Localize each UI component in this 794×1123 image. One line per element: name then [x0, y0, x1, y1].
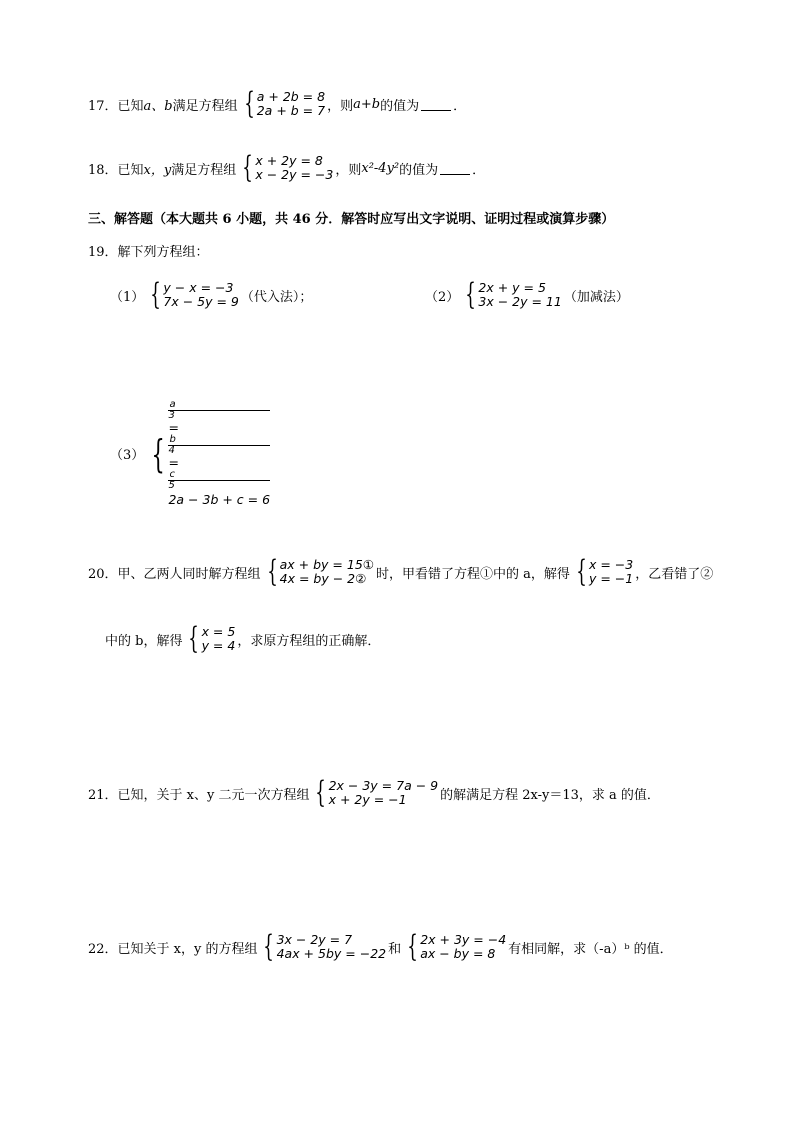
q18-vars: x，y: [143, 162, 172, 178]
q18-text2: ，则: [335, 162, 362, 178]
q22-and: 和: [388, 941, 402, 957]
q20-sol2a: x = 5: [201, 624, 236, 639]
q19-part1: [110, 277, 313, 312]
q19-p1-eq1: y − x = −3: [163, 280, 234, 295]
question-21: [88, 775, 660, 810]
q17-text2: ，则: [327, 98, 354, 114]
q20-system: { ax + by = 15① 4x = by − 2②: [266, 554, 374, 589]
q19-p3-num: （3）: [110, 448, 145, 463]
q19-p1-eq2: 7x − 5y = 9: [163, 294, 239, 309]
q18-text3: 的值为: [399, 162, 439, 178]
q17-text1: 满足方程组: [172, 98, 238, 114]
q21-eq1: 2x − 3y = 7a − 9: [328, 778, 439, 793]
q20-solution1: { x = −3 y = −1: [576, 554, 634, 589]
q21-label: 21．已知，关于 x、y 二元一次方程组: [88, 787, 310, 803]
q18-expr: x²-4y²: [361, 160, 400, 176]
q18-text1: 满足方程组: [171, 162, 237, 178]
q20-sol1b: y = −1: [588, 571, 634, 586]
q22-eq2: 4ax + 5by = −22: [276, 946, 387, 961]
q19-p1-system: { y − x = −3 7x − 5y = 9: [150, 277, 239, 312]
q22-eq3: 2x + 3y = −4: [420, 932, 507, 947]
q20-text2: ，乙看错了②: [635, 566, 714, 582]
q22-system1: { 3x − 2y = 7 4ax + 5by = −22: [263, 929, 387, 964]
question-20-line2: [105, 621, 381, 656]
q20-sol1a: x = −3: [588, 557, 634, 572]
q21-eq2: x + 2y = −1: [328, 792, 407, 807]
q17-vars: a、b: [143, 98, 173, 114]
q19-p3-eq1: a 3 = b 4 = c 5: [168, 400, 270, 491]
q20-line2a: 中的 b，解得: [105, 633, 183, 649]
section-heading: 三、解答题（本大题共 6 小题，共 46 分．解答时应写出文字说明、证明过程或演算步骤）: [88, 212, 615, 227]
question-20: [88, 554, 714, 589]
q21-text: 的解满足方程 2x-y＝13，求 a 的值．: [440, 787, 660, 803]
q19-p2-note: （加减法）: [563, 289, 629, 305]
q20-line2b: ，求原方程组的正确解．: [237, 633, 381, 649]
q19-p2-num: （2）: [425, 289, 460, 305]
q19-p3-eq2: 2a − 3b + c = 6: [168, 492, 271, 507]
q19-p2-system: { 2x + y = 5 3x − 2y = 11: [465, 277, 562, 312]
q17-system: { a + 2b = 8 2a + b = 7: [243, 86, 326, 121]
question-17: [88, 86, 467, 121]
q20-eq1: ax + by = 15①: [279, 557, 374, 572]
q17-end: ．: [453, 98, 467, 114]
q19-p1-note: （代入法）；: [240, 289, 313, 305]
question-18: [88, 150, 486, 185]
q21-system: { 2x − 3y = 7a − 9 x + 2y = −1: [315, 775, 439, 810]
q19-label: 19．解下列方程组：: [88, 245, 209, 260]
q22-text: 有相同解，求（-a）ᵇ 的值．: [508, 941, 673, 957]
q18-eq2: x − 2y = −3: [255, 167, 334, 182]
q22-system2: { 2x + 3y = −4 ax − by = 8: [407, 929, 507, 964]
q18-label: 18．已知: [88, 162, 144, 178]
q19-p1-num: （1）: [110, 289, 145, 305]
q19-p2-eq1: 2x + y = 5: [478, 280, 546, 295]
q17-text3: 的值为: [380, 98, 420, 114]
q18-end: ．: [472, 162, 486, 178]
q17-eq1: a + 2b = 8: [256, 89, 326, 104]
q19-part3: [110, 400, 272, 507]
q20-solution2: { x = 5 y = 4: [188, 621, 236, 656]
q20-sol2b: y = 4: [201, 638, 236, 653]
answer-blank[interactable]: [421, 98, 451, 111]
q18-eq1: x + 2y = 8: [255, 153, 323, 168]
q20-eq2: 4x = by − 2②: [279, 571, 367, 586]
q20-text1: 时，甲看错了方程①中的 a，解得: [375, 566, 570, 582]
q22-eq4: ax − by = 8: [420, 946, 496, 961]
q17-label: 17．已知: [88, 98, 144, 114]
question-22: [88, 929, 673, 964]
q17-expr: a+b: [353, 96, 381, 112]
q22-label: 22．已知关于 x，y 的方程组: [88, 941, 258, 957]
q19-part2: [425, 277, 629, 312]
q20-label: 20．甲、乙两人同时解方程组: [88, 566, 261, 582]
q18-system: { x + 2y = 8 x − 2y = −3: [242, 150, 334, 185]
q19-p3-system: { a 3 = b 4 = c 5 2a − 3b + c = 6: [151, 399, 271, 507]
answer-blank[interactable]: [440, 162, 470, 175]
q19-p2-eq2: 3x − 2y = 11: [478, 294, 562, 309]
q17-eq2: 2a + b = 7: [256, 103, 326, 118]
q22-eq1: 3x − 2y = 7: [276, 932, 353, 947]
